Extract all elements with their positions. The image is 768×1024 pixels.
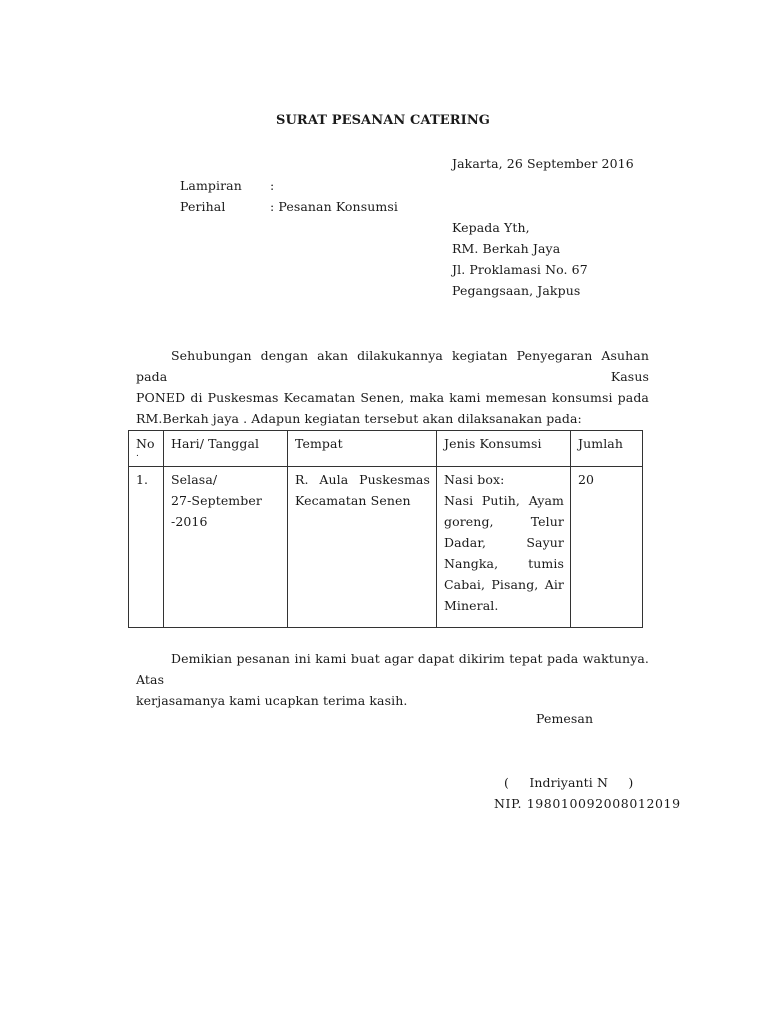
letter-title: SURAT PESANAN CATERING (275, 113, 490, 128)
intro-line-2: PONED di Puskesmas Kecamatan Senen, maka kami memesan konsumsi pada (136, 390, 649, 405)
recipient-name: RM. Berkah Jaya (452, 241, 561, 256)
cell-day-line-2: 27-September (171, 493, 262, 508)
header-type: Jenis Konsumsi (437, 431, 571, 467)
perihal-label: Perihal (180, 199, 226, 214)
header-day: Hari/ Tanggal (164, 431, 288, 467)
perihal-value: : Pesanan Konsumsi (270, 199, 398, 214)
cell-type-line-3: goreng, Telur (444, 514, 564, 529)
header-qty: Jumlah (571, 431, 643, 467)
recipient-greeting: Kepada Yth, (452, 220, 530, 235)
closing-paragraph (136, 648, 649, 711)
order-table (128, 430, 643, 628)
intro-line-1: Sehubungan dengan akan dilakukannya kegiatan Penyegaran Asuhan pada Kasus (136, 348, 649, 384)
cell-type-line-4: Dadar, Sayur (444, 535, 564, 550)
cell-day-line-1: Selasa/ (171, 472, 218, 487)
header-no-label: No (136, 436, 155, 451)
intro-paragraph (136, 345, 649, 429)
cell-day (164, 467, 288, 628)
cell-place-line-2: Kecamatan Senen (295, 493, 411, 508)
recipient-city: Pegangsaan, Jakpus (452, 283, 581, 298)
cell-type-line-7: Mineral. (444, 598, 499, 613)
closing-line-1: Demikian pesanan ini kami buat agar dapat dikirim tepat pada waktunya. Atas (136, 651, 649, 687)
cell-type-line-6: Cabai, Pisang, Air (444, 577, 564, 592)
lampiran-value: : (270, 178, 275, 193)
cell-place-line-1: R. Aula Puskesmas (295, 472, 430, 487)
cell-place (288, 467, 437, 628)
header-no-dot: . (136, 449, 139, 459)
header-place: Tempat (288, 431, 437, 467)
header-no (129, 431, 164, 467)
cell-type-line-1: Nasi box: (444, 472, 505, 487)
cell-qty: 20 (571, 467, 643, 628)
intro-line-3: RM.Berkah jaya . Adapun kegiatan tersebut akan dilaksanakan pada: (136, 411, 582, 426)
cell-no: 1. (129, 467, 164, 628)
table-row (129, 467, 643, 628)
cell-type-line-5: Nangka, tumis (444, 556, 564, 571)
closing-line-2: kerjasamanya kami ucapkan terima kasih. (136, 693, 408, 708)
signature-name: ( Indriyanti N ) (504, 775, 634, 790)
table-header-row (129, 431, 643, 467)
cell-type-line-2: Nasi Putih, Ayam (444, 493, 564, 508)
letter-date: Jakarta, 26 September 2016 (452, 156, 634, 171)
signature-nip: NIP. 198010092008012019 (494, 796, 681, 811)
cell-day-line-3: -2016 (171, 514, 208, 529)
recipient-street: Jl. Proklamasi No. 67 (452, 262, 588, 277)
cell-type (437, 467, 571, 628)
lampiran-label: Lampiran (180, 178, 242, 193)
signature-label: Pemesan (536, 711, 594, 726)
